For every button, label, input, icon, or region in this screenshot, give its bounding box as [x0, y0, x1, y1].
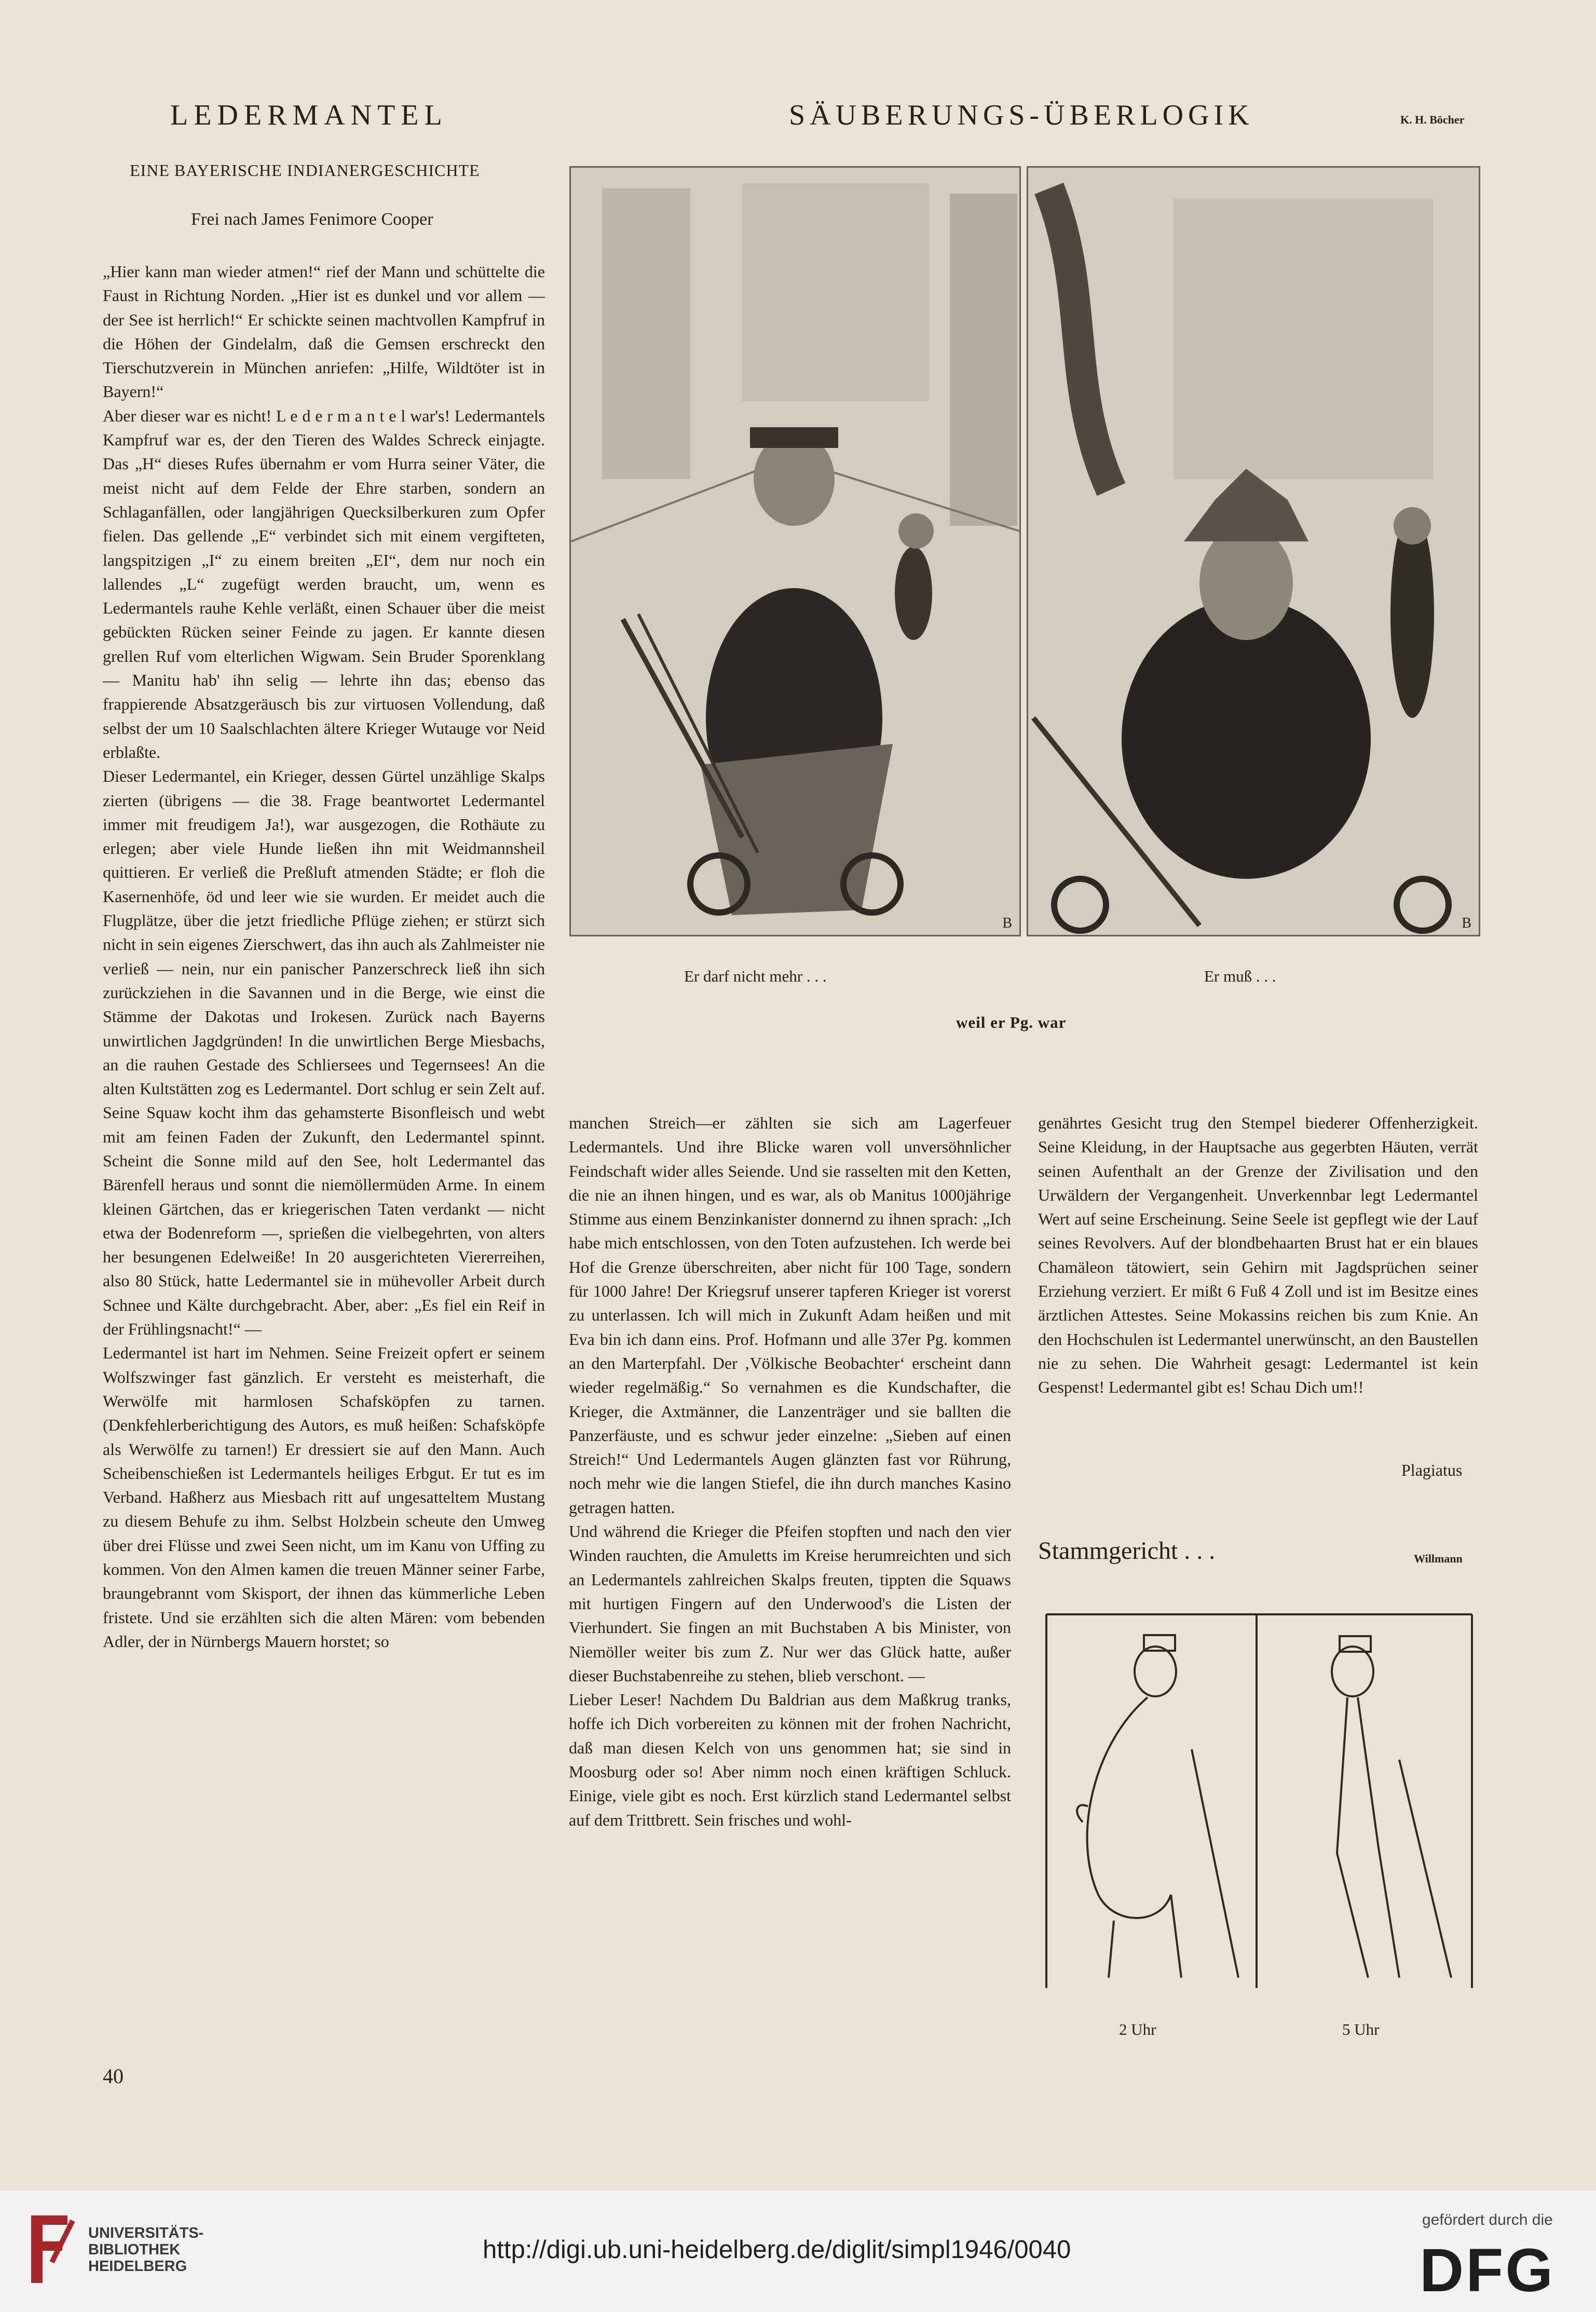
article-column-3 — [1038, 1111, 1478, 1399]
page-number: 40 — [103, 2064, 124, 2088]
cartoon-panel-left — [569, 166, 1021, 936]
heidelberg-library-logo-icon — [21, 2210, 78, 2288]
caption-5-uhr: 5 Uhr — [1342, 2020, 1380, 2038]
stammgericht-author: Willmann — [1414, 1552, 1463, 1565]
artist-initial: B — [1462, 915, 1471, 931]
two-men-line-drawing — [1036, 1604, 1478, 1998]
article-byline: Frei nach James Fenimore Cooper — [191, 210, 433, 229]
caption-2-uhr: 2 Uhr — [1119, 2020, 1156, 2038]
paragraph: Ledermantel ist hart im Nehmen. Seine Freizeit opfert er seinem Wolfszwinger fast gänzlich. Er versteht es meisterhaft, die Werwölfe mit harmlosen Schafsköpfen zu tarnen. (Denkfehlerberichtigung des Autors, es muß heißen: Schafsköpfe als Werwölfe zu tarnen!) Er dressiert sie auf den Mann. Auch Scheibenschießen ist Ledermantels heiliges Erbgut. Er tut es im Verband. Haßherz aus Miesbach ritt auf ungesatteltem Mustang zu diesem Behufe zu ihm. Selbst Holzbein scheute den Umweg über drei Flüsse und zwei Seen nicht, um im Kanu von Uffing zu kommen. Von den Almen kamen die treuen Männer seiner Farbe, braungebrannt vom Skisport, der ihnen das kümmerliche Leben fristete. Und sie erzählten sich die alten Mären: vom bebenden Adler, der in Nürnbergs Mauern horstet; so — [103, 1343, 545, 1651]
caption-right-panel: Er muß . . . — [1204, 967, 1276, 985]
dfg-logo: DFG — [1420, 2236, 1556, 2305]
paragraph: Lieber Leser! Nachdem Du Baldrian aus dem Maßkrug tranks, hoffe ich Dich vorbereiten zu können mit der frohen Nachricht, daß man diesen Kelch von uns genommen hat; sie sind in Moosburg oder so! Aber nimm noch einen kräftigen Schluck. Einige, viele gibt es noch. Erst kürzlich stand Ledermantel selbst auf dem Trittbrett. Sein frisches und wohl- — [569, 1690, 1011, 1829]
source-url-link[interactable]: http://digi.ub.uni-heidelberg.de/diglit/simpl1946/0040 — [483, 2236, 1071, 2264]
author-signature: Plagiatus — [1401, 1461, 1463, 1479]
article-subtitle: EINE BAYERISCHE INDIANERGESCHICHTE — [130, 161, 480, 180]
caption-bottom: weil er Pg. war — [956, 1013, 1067, 1031]
paragraph: manchen Streich—er zählten sie sich am Lagerfeuer Ledermantels. Und ihre Blicke waren voll unversöhnlicher Feindschaft wider alles Seiende. Und sie rasselten mit den Ketten, die nie an ihnen hingen, und es war, als ob Manitus 1000jährige Stimme aus einem Benzinkanister donnernd zu ihnen sprach: „Ich habe mich entschlossen, von den Toten aufzustehen. Ich werde bei Hof die Grenze überschreiten, aber nicht für 100 Tage, sondern für 1000 Jahre! Der Kriegsruf unserer tapferen Krieger ist vorerst zu unterlassen. Ich will mich in Zukunft Adam heißen und mit Eva bin ich dann eins. Prof. Hofmann und alle 37er Pg. kommen an den Marterpfahl. Der ‚Völkische Beobachter‘ erscheint dann wieder regelmäßig.“ So vernahmen es die Kundschafter, die Krieger, die Axtmänner, die Lanzenträger und sie ballten die Panzerfäuste, und es schwur jeder einzelne: „Sieben auf einen Streich!“ Und Ledermantels Augen glänzten fast vor Rührung, noch mehr wie die langen Stiefel, die ihn durch manches Kasino getragen hatten. — [569, 1113, 1011, 1517]
article-column-2 — [569, 1111, 1011, 1832]
street-sweeper-with-hat-illustration — [1028, 168, 1479, 935]
caption-left-panel: Er darf nicht mehr . . . — [684, 967, 827, 985]
paragraph: Und während die Krieger die Pfeifen stopften und nach den vier Winden rauchten, die Amuletts im Kreise herumreichten und sich an Ledermantels zahlreichen Skalps freuten, tippten die Squaws mit hurtigen Fingern auf den Underwood's die Listen der Vierhundert. Sie fingen an mit Buchstaben A bis Minister, von Niemöller weiter bis zum Z. Nur wer das Glück hatte, außer dieser Buchstabenreihe zu stehen, blieb verschont. — — [569, 1522, 1011, 1685]
artist-initial: B — [1002, 915, 1012, 931]
stammgericht-drawing — [1036, 1604, 1478, 1998]
paragraph: Aber dieser war es nicht! L e d e r m a n t e l war's! Ledermantels Kampfruf war es, der den Tieren des Waldes Schreck einjagte. Das „H“ dieses Rufes übernahm er vom Hurra seiner Väter, die meist nicht auf dem Felde der Ehre starben, sondern an Schlaganfällen, oder langjährigen Quecksilberkuren zum Opfer fielen. Das gellende „E“ verbindet sich mit einem vergifteten, langspitzigen „I“ zu einem breiten „EI“, dem nur noch ein lallendes „L“ zugefügt werden braucht, um, wenn es Ledermantels rauhe Kehle verläßt, einen Schauer über die meist gebückten Rücken seiner Feinde zu jagen. Er kannte diesen grellen Ruf vom elterlichen Wigwam. Sein Bruder Sporenklang — Manitu hab' ihn selig — lehrte ihn das; ebenso das frappierende Absatzgeräusch bis zur virtuosen Vollendung, daß selbst der um 10 Saalschlachten ältere Krieger Wutauge vor Neid erblaßte. — [103, 406, 545, 761]
street-sweeper-illustration — [571, 168, 1019, 935]
article-column-1 — [103, 260, 545, 1653]
article-title-ledermantel: LEDERMANTEL — [170, 99, 448, 131]
library-name-line: HEIDELBERG — [88, 2258, 187, 2275]
digitization-footer — [0, 2191, 1596, 2312]
library-name-line: BIBLIOTHEK — [88, 2241, 181, 2258]
paragraph: „Hier kann man wieder atmen!“ rief der Mann und schüttelte die Faust in Richtung Norden. „Hier ist es dunkel und vor allem — der See ist herrlich!“ Er schickte seinen machtvollen Kampfruf in die Höhen der Gindelalm, daß die Gemsen erschreckt den Tierschutzverein in München anriefen: „Hilfe, Wildtöter ist in Bayern!“ — [103, 262, 545, 401]
cartoon-title: SÄUBERUNGS-ÜBERLOGIK — [789, 99, 1254, 131]
cartoon-author: K. H. Böcher — [1400, 113, 1465, 126]
funded-by-label: gefördert durch die — [1422, 2211, 1553, 2228]
cartoon-panel-right — [1027, 166, 1480, 936]
library-name-line: UNIVERSITÄTS- — [88, 2225, 204, 2241]
stammgericht-title: Stammgericht . . . — [1038, 1537, 1216, 1565]
paragraph: genährtes Gesicht trug den Stempel biederer Offenherzigkeit. Seine Kleidung, in der Hauptsache aus gegerbten Häuten, verrät seinen Aufenthalt an der Grenze der Zivilisation und den Urwäldern der Vergangenheit. Unverkennbar legt Ledermantel Wert auf seine Erscheinung. Seine Seele ist gepflegt wie der Lauf seines Revolvers. Auf der blondbehaarten Brust hat er ein blaues Chamäleon tätowiert, sein Gehirn mit Jagdsprüchen seiner Erziehung verziert. Er mißt 6 Fuß 4 Zoll und ist im Besitze eines ärztlichen Attestes. Seine Mokassins reichen bis zum Knie. An den Hochschulen ist Ledermantel unerwünscht, an den Baustellen nie zu sehen. Die Wahrheit gesagt: Ledermantel ist kein Gespenst! Ledermantel gibt es! Schau Dich um!! — [1038, 1113, 1478, 1397]
library-name — [88, 2225, 203, 2275]
paragraph: Dieser Ledermantel, ein Krieger, dessen Gürtel unzählige Skalps zierten (übrigens — die 38. Frage beantwortet Ledermantel immer mit freudigem Ja!), war ausgezogen, die Rothäute zu erlegen; aber viele Hunde ließen ihn mit Weidmannsheil quittieren. Er verließ die Preßluft atmenden Städte; er floh die Kasernenhöfe, öd und leer wie sie wurden. Er meidet auch die Flugplätze, über die jetzt friedliche Pflüge ziehen; er stürzt sich nicht in sein eigenes Zierschwert, das ihn auch als Zahlmeister nie verließ — nein, nur ein panischer Panzerschreck ließ ihn sich zurückziehen in die Savannen und in die Berge, wie einst die Stämme der Dakotas und Irokesen. Zurück nach Bayerns unwirtlichen Jagdgründen! In die unwirtlichen Berge Miesbachs, an die rauhen Gestade des Schliersees und Tegernsees! An die alten Kultstätten zog es Ledermantel. Dort schlug er sein Zelt auf. Seine Squaw kocht ihm das gehamsterte Bisonfleisch und webt mit am feinen Faden der Zukunft, den Ledermantel spinnt. Scheint die Sonne mild auf den See, holt Ledermantel das Bärenfell heraus und sonnt die niemöllermüden Arme. In einem kleinen Gärtchen, das er kriegerischen Taten verdankt — nicht etwa der Bodenreform —, sprießen die vielbegehrten, von alters her besungenen Edelweiße! In 20 ausgerichteten Viererreihen, also 80 Stück, hatte Ledermantel sie in mühevoller Arbeit durch Schnee und Kälte durchgebracht. Aber, aber: „Es fiel ein Reif in der Frühlingsnacht!“ — — [103, 767, 545, 1339]
